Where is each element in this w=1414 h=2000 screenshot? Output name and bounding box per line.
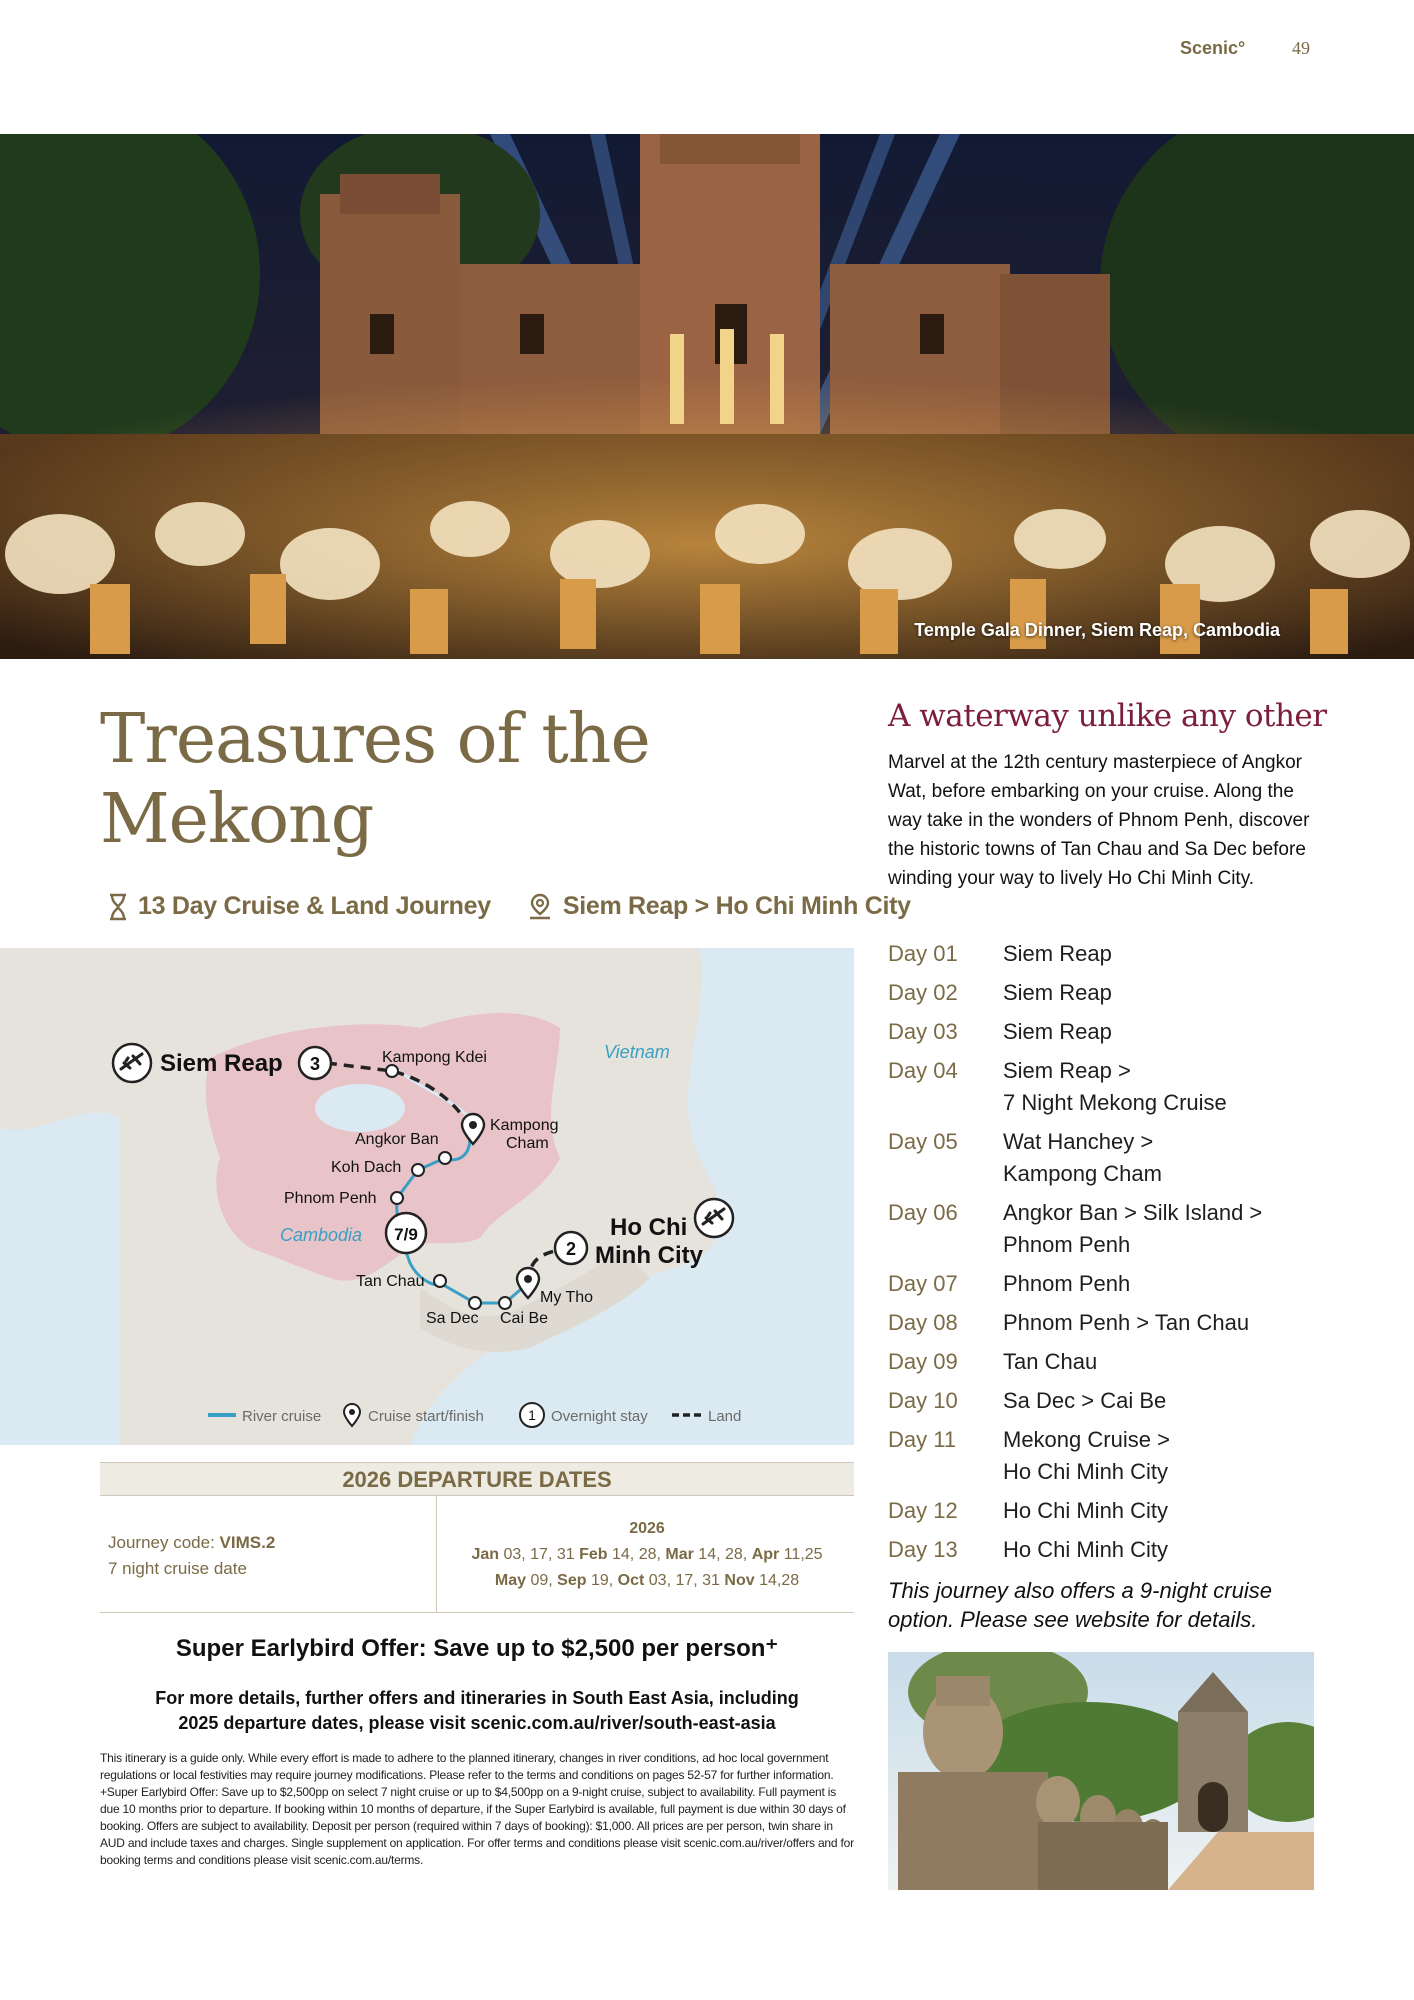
departure-dates-heading: 2026 DEPARTURE DATES: [100, 1462, 854, 1496]
sa-dec-point: [469, 1297, 481, 1309]
gulf-water: [0, 1112, 120, 1445]
siem-reap-label: Siem Reap: [160, 1050, 283, 1077]
cai-be-point: [499, 1297, 511, 1309]
itinerary-item: [888, 1126, 1338, 1190]
itinerary-item: [888, 977, 1338, 1009]
nine-night-note: This journey also offers a 9-night cruise option. Please see website for details.: [888, 1578, 1272, 1632]
day-destination: Ho Chi Minh City: [1003, 1537, 1169, 1562]
day-label: Day 10: [888, 1388, 958, 1413]
day-destination: Wat Hanchey > Kampong Cham: [1003, 1129, 1162, 1186]
legend-river: River cruise: [242, 1408, 322, 1425]
hero-illustration: [0, 134, 1414, 659]
day-label: Day 11: [888, 1427, 957, 1452]
journey-code-block: [108, 1530, 428, 1582]
day-label: Day 05: [888, 1129, 958, 1154]
sa-dec-label: Sa Dec: [426, 1310, 479, 1327]
title-line-1: Treasures of the: [100, 700, 650, 779]
day-destination: Siem Reap: [1003, 980, 1112, 1005]
day-destination: Sa Dec > Cai Be: [1003, 1388, 1167, 1413]
siem-reap-nights: 3: [309, 1054, 321, 1074]
itinerary-item: [888, 1268, 1338, 1300]
itinerary-item: [888, 1424, 1338, 1488]
dates-line-1: Jan 03, 17, 31 Feb 14, 28, Mar 14, 28, Apr 11,25: [471, 1546, 823, 1563]
angkor-statues-illustration: [888, 1652, 1314, 1890]
fine-print-offer: +Super Earlybird Offer: Save up to $2,500pp on select 7 night cruise or up to $4,500pp on a 9-night cruise, subject to availability. Full payment is due 10 months prior to departure. If booking within 10 months of departure, if the Super Earlybird is available, full payment is due within 30 days of booking. Offers are subject to availability. Deposit per person (required within 7 days of booking): $1,000. All prices are per person, twin share in AUD and include taxes and charges. Single supplement on application. For offer terms and conditions please visit scenic.com.au/river/offers and for booking terms and conditions please visit scenic.com.au/terms.: [100, 1785, 854, 1867]
koh-dach-label: Koh Dach: [331, 1159, 402, 1176]
more-details-line-1: For more details, further offers and itineraries in South East Asia, including: [155, 1688, 799, 1708]
my-tho-label: My Tho: [540, 1289, 594, 1306]
day-destination: Siem Reap > 7 Night Mekong Cruise: [1003, 1058, 1227, 1115]
cruise-note: 7 night cruise date: [108, 1559, 247, 1578]
day-label: Day 09: [888, 1349, 958, 1374]
sidebar-heading: A waterway unlike any other: [888, 698, 1327, 734]
page-number: 49: [1292, 38, 1310, 58]
phnom-penh-nights: 7/9: [394, 1225, 418, 1244]
route-text: Siem Reap > Ho Chi Minh City: [562, 892, 911, 920]
tan-chau-point: [434, 1275, 446, 1287]
phnom-penh-point: [391, 1192, 403, 1204]
day-label: Day 04: [888, 1058, 958, 1083]
location-pin-icon: [527, 893, 553, 921]
tonle-sap-lake: [315, 1084, 405, 1132]
day-destination: Siem Reap: [1003, 941, 1112, 966]
day-label: Day 01: [888, 941, 958, 966]
angkor-ban-label: Angkor Ban: [355, 1131, 439, 1148]
hcmc-airport-icon: [695, 1199, 733, 1237]
cambodia-label: Cambodia: [280, 1225, 363, 1245]
tan-chau-label: Tan Chau: [356, 1273, 425, 1290]
legend-land: Land: [708, 1408, 742, 1425]
itinerary-item: [888, 1055, 1338, 1119]
hero-caption: Temple Gala Dinner, Siem Reap, Cambodia: [914, 620, 1280, 640]
sidebar-intro: Marvel at the 12th century masterpiece of Angkor Wat, before embarking on your cruise. Along the way take in the wonders of Phnom Penh, discover the historic towns of Tan Chau and Sa Dec before winding your way to lively Ho Chi Minh City.: [888, 752, 1310, 889]
dates-line-2: May 09, Sep 19, Oct 03, 17, 31 Nov 14,28: [494, 1572, 800, 1589]
itinerary-item: [888, 1346, 1338, 1378]
earlybird-offer: Super Earlybird Offer: Save up to $2,500 per person⁺: [175, 1635, 779, 1662]
day-label: Day 02: [888, 980, 958, 1005]
phnom-penh-label: Phnom Penh: [284, 1190, 377, 1207]
itinerary-item: [888, 1385, 1338, 1417]
day-label: Day 13: [888, 1537, 958, 1562]
itinerary-item: [888, 1016, 1338, 1048]
day-label: Day 12: [888, 1498, 958, 1523]
departure-divider: [436, 1496, 437, 1612]
angkor-ban-point: [439, 1152, 451, 1164]
day-destination: Phnom Penh > Tan Chau: [1003, 1310, 1250, 1335]
journey-meta: [108, 892, 911, 921]
itinerary-item: [888, 938, 1338, 970]
vietnam-label: Vietnam: [604, 1042, 670, 1062]
day-destination: Mekong Cruise > Ho Chi Minh City: [1003, 1427, 1170, 1484]
itinerary-list: [888, 938, 1338, 1573]
day-label: Day 03: [888, 1019, 958, 1044]
legend-overnight: Overnight stay: [551, 1408, 648, 1425]
hcmc-nights: 2: [565, 1239, 577, 1259]
route-map: [0, 948, 854, 1445]
cai-be-label: Cai Be: [500, 1310, 549, 1327]
itinerary-item: [888, 1197, 1338, 1261]
more-details-line-2: 2025 departure dates, please visit scenic.com.au/river/south-east-asia: [178, 1713, 776, 1733]
kampong-kdei-label: Kampong Kdei: [382, 1049, 487, 1066]
fine-print-itinerary: This itinerary is a guide only. While every effort is made to adhere to the planned itinerary, changes in river conditions, ad hoc local government regulations or local festivities may require journey modifications. Please refer to the terms and conditions on pages 52-57 for further information.: [100, 1751, 834, 1782]
itinerary-item: [888, 1534, 1338, 1566]
more-details: [130, 1686, 824, 1736]
kampong-cham-label-2: Cham: [506, 1135, 549, 1152]
legend-overnight-symbol: 1: [528, 1407, 536, 1423]
hcmc-label-line-2: Minh City: [595, 1242, 703, 1269]
departure-bottom-rule: [100, 1612, 854, 1613]
duration-text: 13 Day Cruise & Land Journey: [138, 892, 491, 920]
day-destination: Ho Chi Minh City: [1003, 1498, 1169, 1523]
day-destination: Phnom Penh: [1003, 1271, 1131, 1296]
kampong-cham-label-1: Kampong: [490, 1117, 559, 1134]
journey-code-label: Journey code:: [108, 1533, 215, 1552]
fine-print: [100, 1750, 854, 1869]
day-label: Day 08: [888, 1310, 958, 1335]
map-svg: [0, 948, 854, 1445]
day-destination: Tan Chau: [1003, 1349, 1098, 1374]
itinerary-item: [888, 1307, 1338, 1339]
page-title: [100, 700, 800, 860]
journey-code: VIMS.2: [219, 1533, 276, 1552]
title-line-2: Mekong: [100, 780, 374, 859]
day-destination: Siem Reap: [1003, 1019, 1112, 1044]
legend-start-finish: Cruise start/finish: [368, 1408, 484, 1425]
hourglass-icon: [108, 893, 128, 921]
itinerary-item: [888, 1495, 1338, 1527]
angkor-statues-photo: [888, 1652, 1314, 1890]
day-label: Day 06: [888, 1200, 958, 1225]
hero-photo: [0, 134, 1414, 659]
departure-year: 2026: [629, 1520, 665, 1537]
kampong-kdei-point: [386, 1065, 398, 1077]
brand-name: Scenic°: [1180, 38, 1246, 58]
koh-dach-point: [412, 1164, 424, 1176]
hcmc-label-line-1: Ho Chi: [610, 1214, 688, 1241]
siem-reap-airport-icon: [113, 1044, 151, 1082]
day-destination: Angkor Ban > Silk Island > Phnom Penh: [1003, 1200, 1263, 1257]
departure-dates-block: [440, 1516, 854, 1594]
day-label: Day 07: [888, 1271, 958, 1296]
